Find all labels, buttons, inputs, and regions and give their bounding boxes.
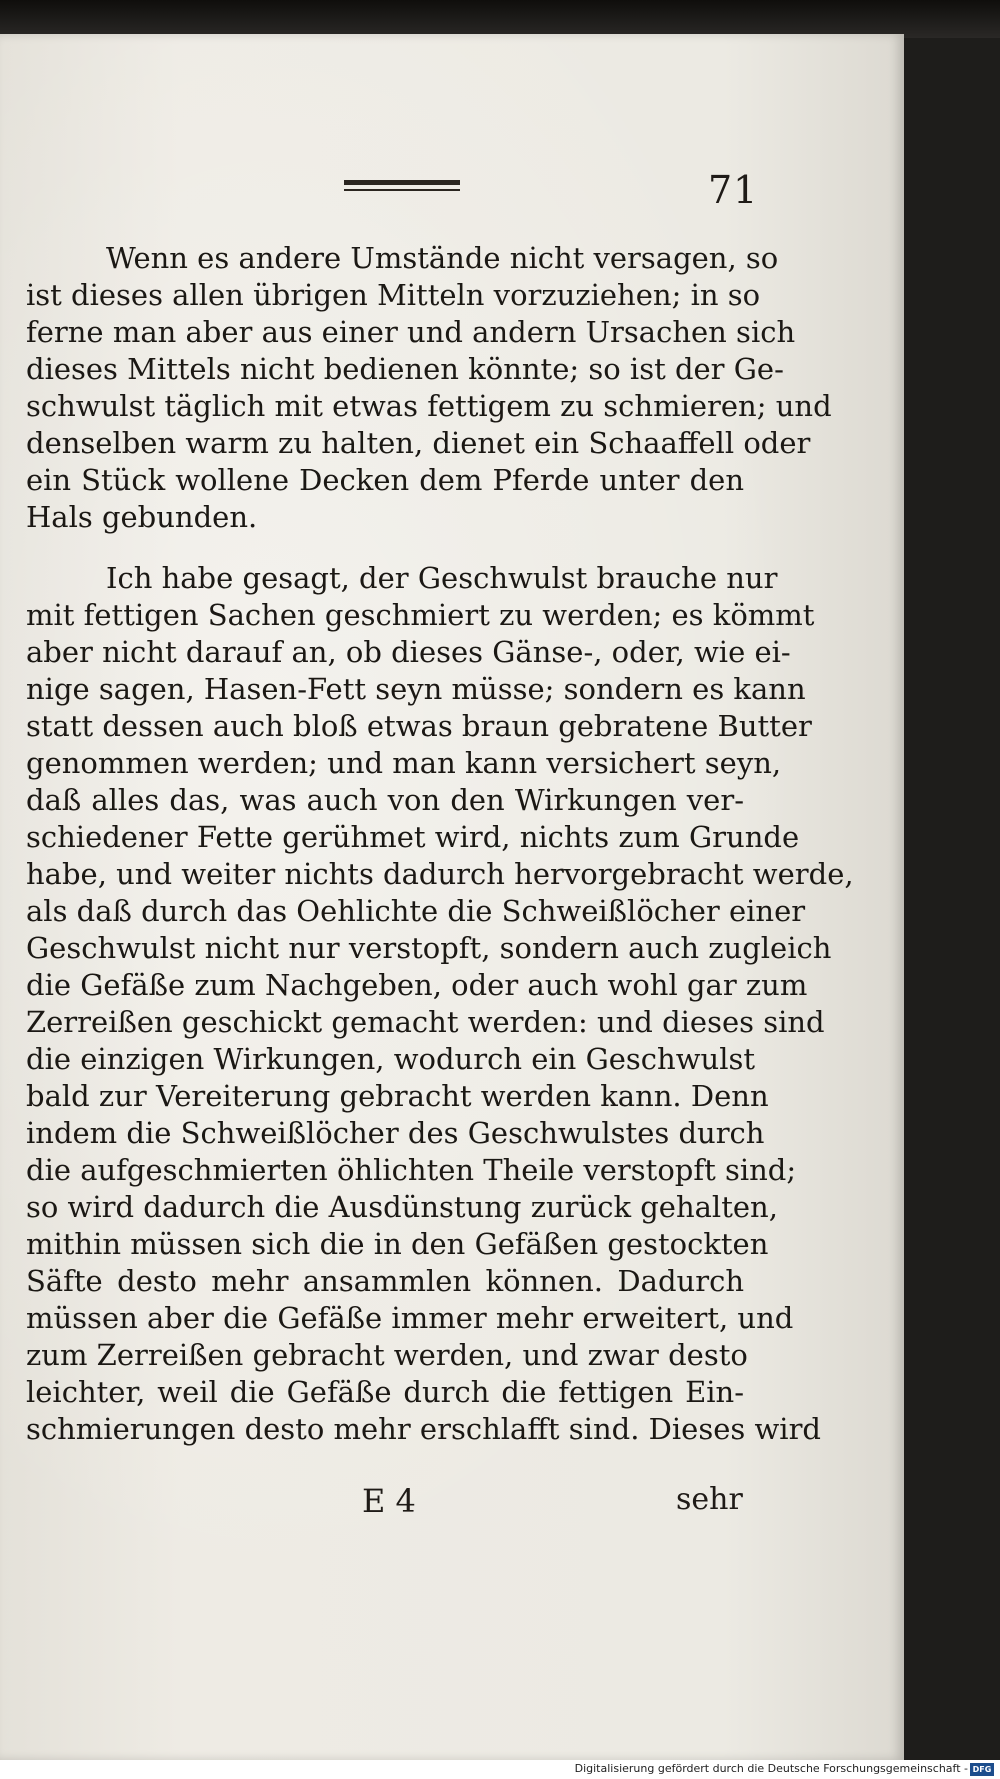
- text-line: Ich habe gesagt, der Geschwulst brauche nur: [106, 561, 778, 595]
- text-line: ein Stück wollene Decken dem Pferde unter den: [26, 463, 744, 497]
- text-line: die einzigen Wirkungen, wodurch ein Geschwulst: [26, 1042, 756, 1076]
- text-line: mit fettigen Sachen geschmiert zu werden; es kömmt: [26, 598, 815, 632]
- dfg-logo[interactable]: DFG: [970, 1763, 994, 1776]
- text-line: denselben warm zu halten, dienet ein Schaaffell oder: [26, 426, 811, 460]
- text-line: die aufgeschmierten öhlichten Theile verstopft sind;: [26, 1153, 797, 1187]
- header-rule-thin: [344, 189, 460, 191]
- signature-mark: E 4: [362, 1482, 416, 1520]
- catchword: sehr: [676, 1482, 743, 1517]
- text-line: aber nicht darauf an, ob dieses Gänse-, oder, wie ei-: [26, 635, 791, 669]
- text-line: statt dessen auch bloß etwas braun gebratene Butter: [26, 709, 812, 743]
- page-number: 71: [708, 168, 759, 212]
- text-line: daß alles das, was auch von den Wirkungen ver-: [26, 783, 744, 817]
- text-line: Zerreißen geschickt gemacht werden: und dieses sind: [26, 1005, 825, 1039]
- text-line: mithin müssen sich die in den Gefäßen gestockten: [26, 1227, 769, 1261]
- text-line: habe, und weiter nichts dadurch hervorgebracht werde,: [26, 857, 854, 891]
- text-line: schiedener Fette gerühmet wird, nichts zum Grunde: [26, 820, 800, 854]
- text-line: bald zur Vereiterung gebracht werden kann. Denn: [26, 1079, 769, 1113]
- text-line: indem die Schweißlöcher des Geschwulstes durch: [26, 1116, 765, 1150]
- paragraph-1: [26, 240, 832, 536]
- text-line: genommen werden; und man kann versichert seyn,: [26, 746, 782, 780]
- text-line: nige sagen, Hasen-Fett seyn müsse; sondern es kann: [26, 672, 806, 706]
- text-line: müssen aber die Gefäße immer mehr erweitert, und: [26, 1301, 794, 1335]
- text-line: schwulst täglich mit etwas fettigem zu schmieren; und: [26, 389, 832, 423]
- text-line: so wird dadurch die Ausdünstung zurück gehalten,: [26, 1190, 778, 1224]
- text-line: Hals gebunden.: [26, 500, 258, 534]
- text-line: zum Zerreißen gebracht werden, und zwar desto: [26, 1338, 748, 1372]
- footer-credit-text: Digitalisierung gefördert durch die Deutsche Forschungsgemeinschaft -: [574, 1762, 968, 1775]
- text-line: als daß durch das Oehlichte die Schweißlöcher einer: [26, 894, 806, 928]
- text-line: Säfte desto mehr ansammlen können. Dadurch: [26, 1264, 744, 1298]
- text-line: die Gefäße zum Nachgeben, oder auch wohl gar zum: [26, 968, 808, 1002]
- text-line: ist dieses allen übrigen Mitteln vorzuziehen; in so: [26, 278, 761, 312]
- scan-top-edge: [0, 0, 1000, 38]
- paragraph-2: [26, 560, 854, 1448]
- text-line: schmierungen desto mehr erschlafft sind. Dieses wird: [26, 1412, 821, 1446]
- text-line: leichter, weil die Gefäße durch die fettigen Ein-: [26, 1375, 744, 1409]
- header-rule-thick: [344, 180, 460, 185]
- text-line: Wenn es andere Umstände nicht versagen, so: [106, 241, 779, 275]
- text-line: ferne man aber aus einer und andern Ursachen sich: [26, 315, 796, 349]
- text-line: Geschwulst nicht nur verstopft, sondern auch zugleich: [26, 931, 832, 965]
- header-ornament-rule: [344, 180, 460, 194]
- text-line: dieses Mittels nicht bedienen könnte; so ist der Ge-: [26, 352, 784, 386]
- body-text: [26, 240, 854, 1448]
